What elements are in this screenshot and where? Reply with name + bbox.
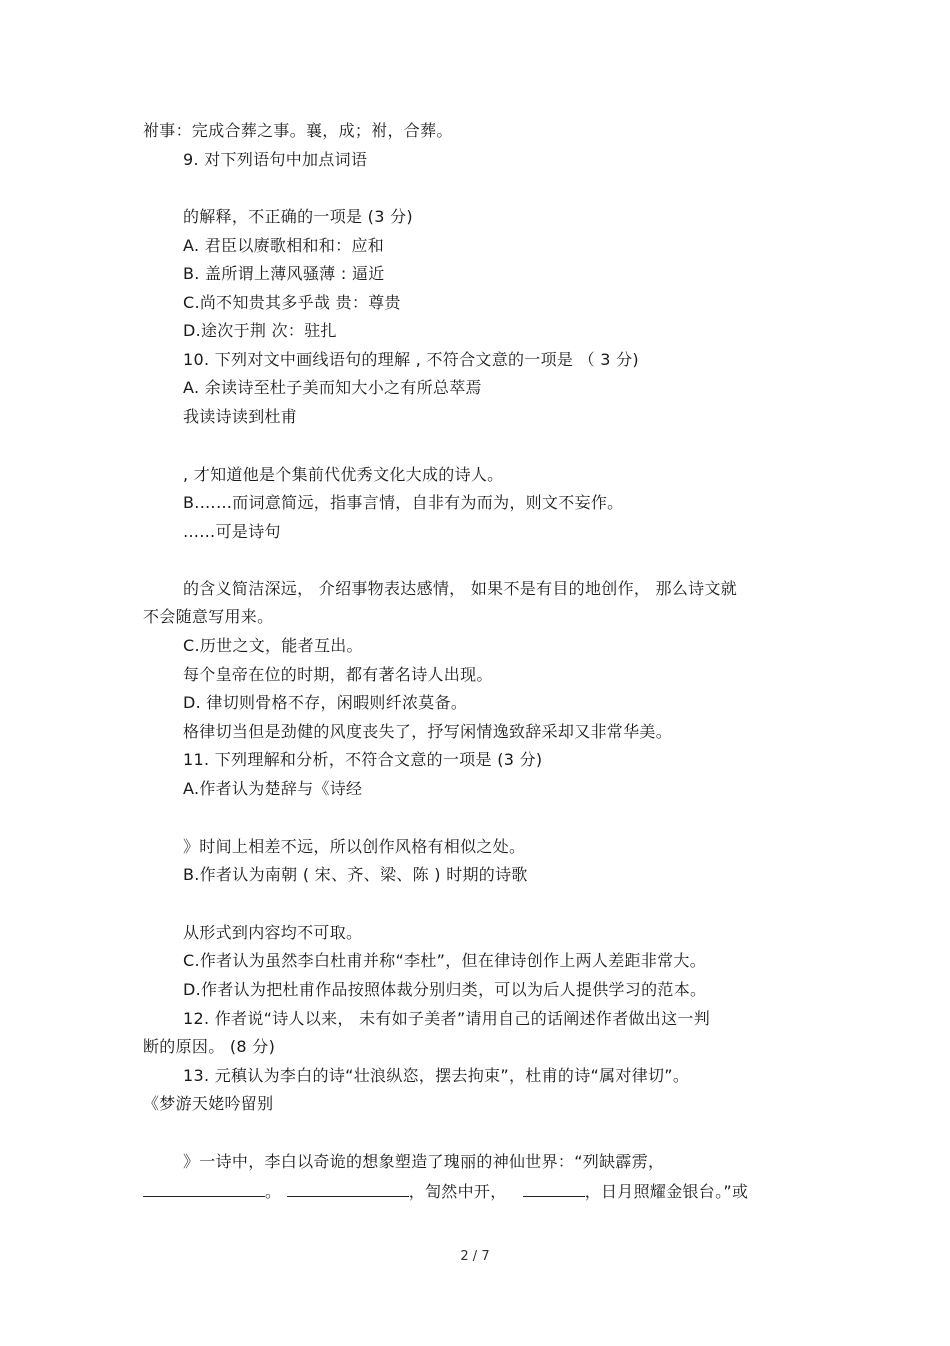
text-segment: ，訇然中开， [408,1182,507,1201]
text-line: 我读诗读到杜甫 [183,407,298,426]
text-line: 》一诗中，李白以奇诡的想象塑造了瑰丽的神仙世界：“列缺霹雳， [183,1152,665,1171]
question-12-stem: 12. 作者说“诗人以来， 未有如子美者”请用自己的话阐述作者做出这一判 [183,1009,710,1028]
answer-blank[interactable] [287,1180,409,1197]
fill-in-line [143,1180,748,1203]
text-line: , 才知道他是个集前代优秀文化大成的诗人。 [183,465,504,484]
question-11-option-d: D.作者认为把杜甫作品按照体裁分别归类，可以为后人提供学习的范本。 [183,980,707,999]
text-segment: ，日月照耀金银台。”或 [584,1182,749,1201]
question-10-stem: 10. 下列对文中画线语句的理解 , 不符合文意的一项是 （ 3 分) [183,350,639,369]
answer-blank[interactable] [143,1180,265,1197]
question-10-option-b: B.……而词意简远，指事言情，自非有为而为，则文不妄作。 [183,493,624,512]
question-11-option-c: C.作者认为虽然李白杜甫并称“李杜”，但在律诗创作上两人差距非常大。 [183,951,707,970]
question-10-option-c: C.历世之文，能者互出。 [183,636,363,655]
text-line: 格律切当但是劲健的风度丧失了，抒写闲情逸致辞采却又非常华美。 [183,722,673,741]
question-9-option-b: B. 盖所谓上薄风骚薄 : 逼近 [183,264,385,283]
question-10-option-a: A. 余读诗至杜子美而知大小之有所总萃焉 [183,378,482,397]
text-line: 祔事：完成合葬之事。襄，成；祔，合葬。 [143,121,453,140]
question-11-option-a: A.作者认为楚辞与《诗经 [183,779,363,798]
text-line: 从形式到内容均不可取。 [183,923,363,942]
question-10-option-d: D. 律切则骨格不存，闲暇则纤浓莫备。 [183,693,468,712]
text-line: 《梦游天姥吟留别 [143,1094,274,1113]
text-line: 》时间上相差不远，所以创作风格有相似之处。 [183,837,526,856]
question-9-option-d: D.途次于荆 次：驻扎 [183,321,337,340]
text-line: ……可是诗句 [183,522,281,541]
question-9-stem-cont: 的解释，不正确的一项是 (3 分) [183,207,413,226]
question-12-stem-cont: 断的原因。 (8 分) [143,1037,276,1056]
question-9-option-c: C.尚不知贵其多乎哉 贵：尊贵 [183,293,401,312]
question-13-stem: 13. 元稹认为李白的诗“壮浪纵恣，摆去拘束”，杜甫的诗“属对律切”。 [183,1066,690,1085]
text-line: 每个皇帝在位的时期，都有著名诗人出现。 [183,665,493,684]
text-segment: 。 [265,1182,282,1201]
page-number: 2 / 7 [460,1249,490,1264]
question-11-option-b: B.作者认为南朝 ( 宋、齐、梁、陈 ) 时期的诗歌 [183,865,528,884]
text-line: 的含义简洁深远， 介绍事物表达感情， 如果不是有目的地创作， 那么诗文就 [183,579,738,598]
question-11-stem: 11. 下列理解和分析，不符合文意的一项是 (3 分) [183,750,543,769]
text-line: 不会随意写用来。 [143,607,274,626]
answer-blank[interactable] [523,1180,585,1197]
question-9-option-a: A. 君臣以赓歌相和和：应和 [183,236,385,255]
question-9-stem: 9. 对下列语句中加点词语 [183,150,368,169]
